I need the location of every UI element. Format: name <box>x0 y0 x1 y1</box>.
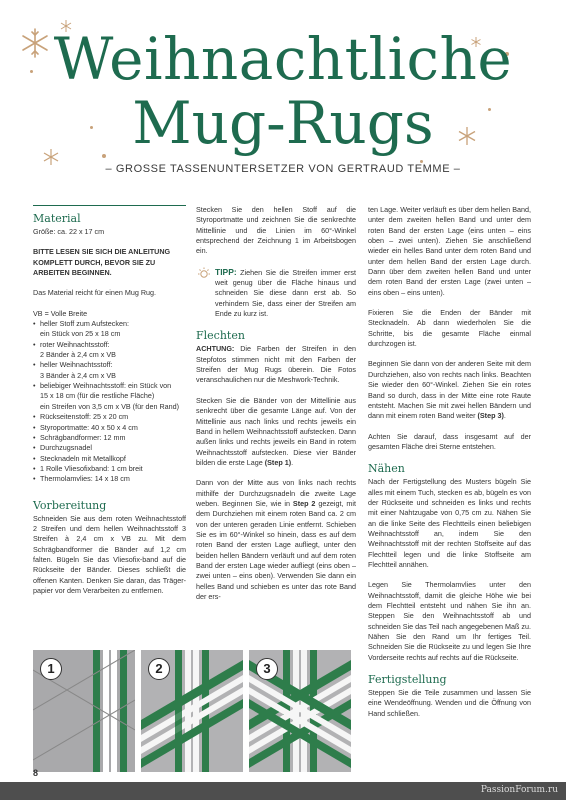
step-photo-2 <box>141 650 243 772</box>
step1-paragraph <box>196 396 356 468</box>
page-title-line2: Mug-Rugs <box>132 89 434 157</box>
list-item: • Rückseitenstoff: 25 x 20 cm <box>33 412 186 422</box>
continued-paragraph: ten Lage. Weiter verläuft es über dem hellen Band, unter dem zweiten hellen Band und unter dem roten Band der ersten Lage (eins unten – eins oben – zwei unten). Ziehen Sie anschließend wieder ein helles Band unter dem roten Band und unter dem hellen Band der ersten Lage durch. Dann über dem zweiten hellen Band und unter dem roten Band der ersten Lage (zwei unten – eins oben – eins unten). <box>368 205 531 297</box>
naehen-paragraph-2: Legen Sie Thermolamvlies unter den Weihnachtsstoff, damit die gleiche Höhe wie bei dem Flechtteil entsteht und nähen Sie ihn an. Steppen Sie den Weihnachtsstoff ab und schneiden Sie das Teil nach angegebenen Maß zu. Nähen Sie den Rand um Ihr fertiges Teil. Schneiden Sie die Rückseite zu und legen Sie Ihre Vorderseite rechts auf rechts auf die Rückseite. <box>368 580 531 662</box>
decor-dot <box>102 154 106 158</box>
flechten-heading: Flechten <box>196 329 245 343</box>
text-run: . <box>291 457 294 467</box>
lightbulb-icon <box>196 267 212 281</box>
material-intro: Das Material reicht für einen Mug Rug. <box>33 288 157 298</box>
list-item: • Schrägbandformer: 12 mm <box>33 433 186 443</box>
step3-paragraph <box>368 359 531 421</box>
list-item-continued: 15 x 18 cm (für die restliche Fläche) <box>40 391 155 401</box>
list-item: • Stecknadeln mit Metallkopf <box>33 454 186 464</box>
list-item: • heller Stoff zum Aufstecken: <box>33 319 186 329</box>
achtung-text: Die Farben der Streifen in den Stepfotos stimmen nicht mit den Farben der Streifen der Mug Rugs überein. Die Fotos veranschaulichen nur die Meshwork-Technik. <box>196 344 356 385</box>
watermark: PassionForum.ru <box>480 785 558 795</box>
naehen-paragraph-1: Nach der Fertigstellung des Musters bügeln Sie alles mit einem Tuch, stecken es ab, bügeln es von der Rückseite und schneiden es links und rechts mit einer Nahtzugabe von 0,75 cm zu. Nähen Sie an die linke Seite des Flechtteils einen beliebigen Weihnachtsstoff an, indem Sie den Weihnachtsstoff mit der rechten Stoffseite auf das Flechtteil legen und die linke Stoffseite am Flechtteil annähen. <box>368 477 531 569</box>
text-run: Beginnen Sie dann von der anderen Seite mit dem Durchziehen, also von rechts nach links. Beachten Sie wieder den 60°-Winkel. Ziehen Sie ein rotes Band so durch, dass in der Mitte eine rote Raute entsteht. Machen Sie mit zwei hellen Bändern und dann mit einem roten Band weiter <box>368 359 531 421</box>
text-run: Stecken Sie die Bänder von der Mittellinie aus senkrecht über die gesamte Länge auf. Von der Mittellinie aus nach links und rechts jeweils ein Band in hellem Weihnachtsstoff aufstecken. Dann außen links und rechts jeweils ein Band in rotem Weihnachtsstoff aufstecken. Diese vier Bänder bilden die erste Lage <box>196 395 356 467</box>
sterne-paragraph: Achten Sie darauf, dass insgesamt auf der gesamten Fläche drei Sterne entstehen. <box>368 431 531 451</box>
step-reference: (Step 3) <box>477 411 504 421</box>
material-vb: VB = Volle Breite <box>33 308 88 318</box>
tip-text: Ziehen Sie die Streifen immer erst weit genug über die Fläche hinaus und schneiden Sie diese dann erst ab. So verhindern Sie, dass einer der Streifen am Ende zu kurz ist. <box>215 267 356 319</box>
vorbereitung-text: Schneiden Sie aus dem roten Weihnachtsstoff 2 Streifen und dem hellen Weihnachtsstoff 3 Streifen à 2,4 cm x VB zu. Mit dem Schrägbandformer die Bänder auf 1,2 cm falten. Bügeln Sie das Vliesofix-band auf die Rückseite der Bänder. Dieses schließt die offenen Kanten. Denken Sie daran, das Träger-papier vor dem Verarbeiten zu entfernen. <box>33 513 186 595</box>
list-item-continued: 3 Bänder à 2,4 cm x VB <box>40 370 116 380</box>
text-run: gezeigt, mit dem Durchziehen mit einem roten Band ca. 2 cm von der unteren geraden Linie entfernt. Schieben Sie es im 60°-Winkel so hinein, dass es auf dem roten Band der ersten Lage aufliegt, unter den beiden hellen Bändern verläuft und auf dem roten Band der ersten Lage wieder aufliegt (eins oben – zwei unten – eins oben). Verwenden Sie dann ein helles Band und schieben es unter das rote Band der ers- <box>196 498 356 601</box>
text-run: . <box>503 411 506 421</box>
step-number-badge: 2 <box>148 658 170 680</box>
fertigstellung-heading: Fertigstellung <box>368 673 447 687</box>
page-subtitle: – GROSSE TASSENUNTERSETZER VON GERTRAUD TEMME – <box>105 163 461 175</box>
text-run: Dann von der Mitte aus von links nach rechts mithilfe der Durchzugsnadeln die zweite Lage weben. Beginnen Sie, wie in <box>196 478 356 508</box>
step2-paragraph <box>196 478 356 602</box>
footer-bar <box>0 782 566 800</box>
list-item-continued: ein Streifen von 3,5 cm x VB (für den Rand) <box>40 401 180 411</box>
material-size: Größe: ca. 22 x 17 cm <box>33 227 105 236</box>
tip-label: TIPP: <box>215 266 237 277</box>
tip-box <box>196 267 356 320</box>
step-number-badge: 1 <box>40 658 62 680</box>
fixieren-paragraph: Fixieren Sie die Enden der Bänder mit Stecknadeln. Ab dann wiederholen Sie die Schritte, bis die gesamte Fläche einmal durchzogen ist. <box>368 308 531 349</box>
page-title-line1: Weihnachtliche <box>53 25 513 93</box>
vorbereitung-heading: Vorbereitung <box>33 498 107 512</box>
list-item: • 1 Rolle Vliesofixband: 1 cm breit <box>33 464 186 474</box>
step-number-badge: 3 <box>256 658 278 680</box>
step-photos <box>33 650 353 772</box>
list-item: • Thermolamvlies: 14 x 18 cm <box>33 474 186 484</box>
list-item: • Durchzugsnadel <box>33 443 186 453</box>
step-reference: (Step 1) <box>264 457 292 467</box>
divider <box>33 205 186 206</box>
step-reference: Step 2 <box>292 498 316 508</box>
naehen-heading: Nähen <box>368 462 405 476</box>
fertigstellung-paragraph: Steppen Sie die Teile zusammen und lassen Sie eine Wendeöffnung. Wenden und die Öffnung von Hand schließen. <box>368 688 531 718</box>
list-item: • heller Weihnachtsstoff: <box>33 360 186 370</box>
achtung-label: ACHTUNG: <box>196 344 235 354</box>
material-list <box>33 319 186 485</box>
column-flechten <box>196 205 356 612</box>
step-photo-1 <box>33 650 135 772</box>
list-item: • Styroportmatte: 40 x 50 x 4 cm <box>33 423 186 433</box>
material-note: BITTE LESEN SIE SICH DIE ANLEITUNG KOMPLETT DURCH, BEVOR SIE ZU ARBEITEN BEGINNEN. <box>33 247 171 278</box>
achtung-paragraph <box>196 344 356 385</box>
list-item-continued: ein Stück von 25 x 18 cm <box>40 329 121 339</box>
page-number: 8 <box>33 768 39 778</box>
list-item: • roter Weihnachtsstoff: <box>33 340 186 350</box>
list-item: • beliebiger Weihnachtsstoff: ein Stück von <box>33 381 186 391</box>
intro-paragraph: Stecken Sie den hellen Stoff auf die Styroportmatte und zeichnen Sie die senkrechte Mittellinie und die Linien im 60°-Winkel entsprechend der Zeichnung 1 im Arbeitsbogen ein. <box>196 205 356 256</box>
material-heading: Material <box>33 212 81 225</box>
column-naehen <box>368 205 531 729</box>
list-item-continued: 2 Bänder à 2,4 cm x VB <box>40 350 116 360</box>
column-material <box>33 205 186 606</box>
step-photo-3 <box>249 650 351 772</box>
